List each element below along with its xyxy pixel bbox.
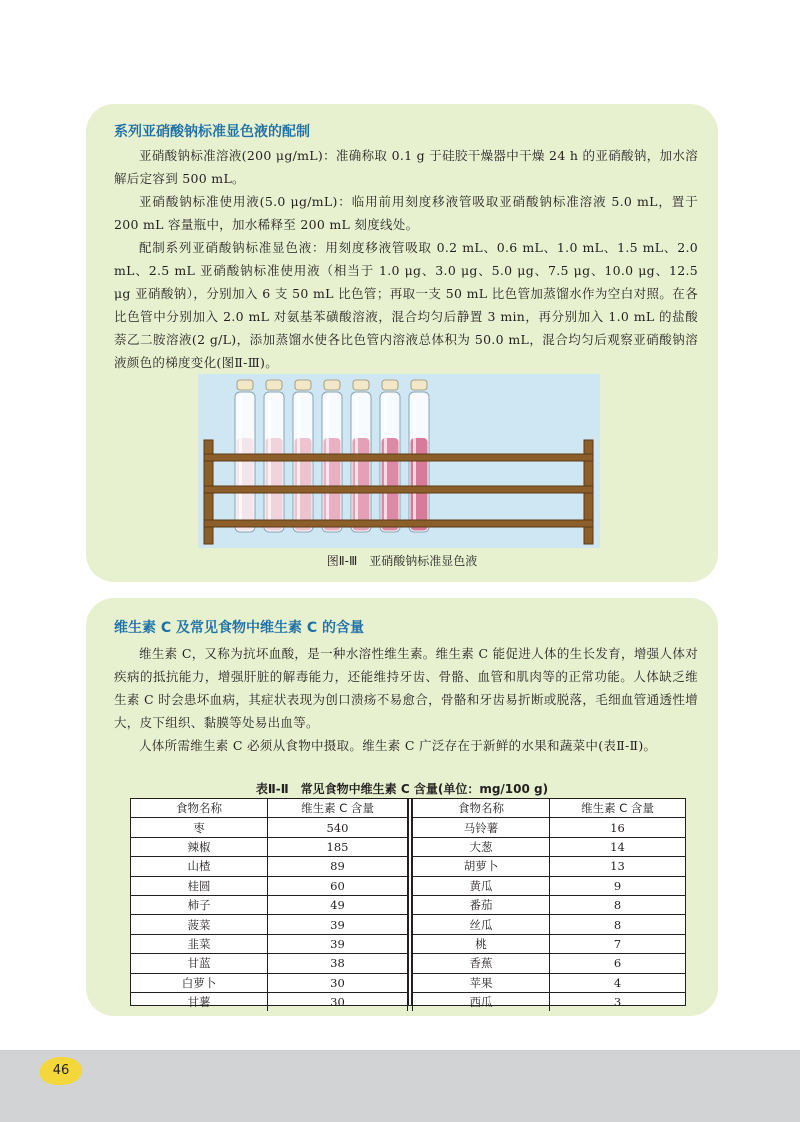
food-name-cell: 枣 [131, 818, 268, 837]
food-name-cell: 西瓜 [413, 992, 550, 1011]
vitamin-c-value-cell: 30 [268, 992, 408, 1011]
vitamin-c-value-cell: 30 [268, 973, 408, 992]
vitamin-c-value-cell: 3 [550, 992, 686, 1011]
footer-band [0, 1050, 800, 1122]
food-name-cell: 白萝卜 [131, 973, 268, 992]
vitamin-c-value-cell: 8 [550, 915, 686, 934]
vitamin-c-table [130, 798, 686, 1010]
vitamin-c-value-cell: 9 [550, 876, 686, 895]
paragraph: 维生素 C，又称为抗坏血酸，是一种水溶性维生素。维生素 C 能促进人体的生长发育，增强人体对疾病的抵抗能力，增强肝脏的解毒能力，还能维持牙齿、骨骼、血管和肌肉等的正常功能。人体缺乏维生素 C 时会患坏血病，其症状表现为创口溃疡不易愈合，骨骼和牙齿易折断或脱落，毛细血管通透性增大，皮下组织、黏膜等处易出血等。 [114, 646, 698, 730]
table-row [131, 837, 408, 856]
table-row [131, 818, 408, 837]
table-row [131, 857, 408, 876]
color-tubes-figure [198, 374, 600, 548]
vitamin-c-value-cell: 38 [268, 954, 408, 973]
food-name-cell: 大葱 [413, 837, 550, 856]
table-row [131, 992, 408, 1011]
vitamin-c-value-cell: 49 [268, 895, 408, 914]
table-left-half [131, 799, 408, 1011]
table-title: 表Ⅱ-Ⅱ 常见食物中维生素 C 含量(单位：mg/100 g) [255, 782, 549, 796]
section-title: 系列亚硝酸钠标准显色液的配制 [114, 124, 310, 140]
table-row [413, 895, 686, 914]
vitamin-c-value-cell: 89 [268, 857, 408, 876]
table-row [413, 857, 686, 876]
food-name-cell: 番茄 [413, 895, 550, 914]
food-name-cell: 苹果 [413, 973, 550, 992]
table-row [413, 876, 686, 895]
table-row [413, 915, 686, 934]
food-name-cell: 韭菜 [131, 934, 268, 953]
nitrite-standard-section [86, 104, 718, 582]
table-row [131, 934, 408, 953]
vitamin-c-value-cell: 7 [550, 934, 686, 953]
table-row [413, 992, 686, 1011]
vitamin-c-value-cell: 16 [550, 818, 686, 837]
table-header-row [413, 799, 686, 818]
column-header: 维生素 C 含量 [550, 799, 686, 818]
vitamin-c-section [86, 598, 718, 1016]
section-title: 维生素 C 及常见食物中维生素 C 的含量 [114, 620, 365, 636]
table-right-half [412, 799, 685, 1011]
vitamin-c-value-cell: 39 [268, 915, 408, 934]
food-name-cell: 辣椒 [131, 837, 268, 856]
food-name-cell: 柿子 [131, 895, 268, 914]
table-row [413, 973, 686, 992]
food-name-cell: 马铃薯 [413, 818, 550, 837]
food-name-cell: 山楂 [131, 857, 268, 876]
vitamin-c-value-cell: 6 [550, 954, 686, 973]
column-header: 食物名称 [131, 799, 268, 818]
paragraph: 配制系列亚硝酸钠标准显色液：用刻度移液管吸取 0.2 mL、0.6 mL、1.0 mL、1.5 mL、2.0 mL、2.5 mL 亚硝酸钠标准使用液（相当于 1.0 μg、3.0 μg、5.0 μg、7.5 μg、10.0 μg、12.5 μg 亚硝酸钠），分别加入 6 支 50 mL 比色管；再取一支 50 mL 比色管加蒸馏水作为空白对照。在各比色管中分别加入 2.0 mL 对氨基苯磺酸溶液，混合均匀后静置 3 min，再分别加入 1.0 mL 的盐酸萘乙二胺溶液(2 g/L)，添加蒸馏水使各比色管内溶液总体积为 50.0 mL，混合均匀后观察亚硝酸钠溶液颜色的梯度变化(图Ⅱ-Ⅲ)。 [114, 240, 698, 370]
food-name-cell: 胡萝卜 [413, 857, 550, 876]
paragraph: 人体所需维生素 C 必须从食物中摄取。维生素 C 广泛存在于新鲜的水果和蔬菜中(表Ⅱ-Ⅱ)。 [139, 738, 657, 753]
paragraph: 亚硝酸钠标准使用液(5.0 μg/mL)：临用前用刻度移液管吸取亚硝酸钠标准溶液 5.0 mL，置于 200 mL 容量瓶中，加水稀释至 200 mL 刻度线处。 [114, 194, 698, 232]
vitamin-c-value-cell: 14 [550, 837, 686, 856]
column-header: 维生素 C 含量 [268, 799, 408, 818]
food-name-cell: 甘蓝 [131, 954, 268, 973]
table-row [413, 837, 686, 856]
vitamin-c-value-cell: 13 [550, 857, 686, 876]
tube-rack-illustration [198, 374, 600, 548]
table-row [131, 915, 408, 934]
vitamin-c-value-cell: 60 [268, 876, 408, 895]
food-name-cell: 桂圆 [131, 876, 268, 895]
vitamin-c-value-cell: 185 [268, 837, 408, 856]
food-name-cell: 甘薯 [131, 992, 268, 1011]
food-name-cell: 桃 [413, 934, 550, 953]
food-name-cell: 丝瓜 [413, 915, 550, 934]
vitamin-c-value-cell: 4 [550, 973, 686, 992]
vitamin-c-value-cell: 39 [268, 934, 408, 953]
table-row [131, 973, 408, 992]
column-header: 食物名称 [413, 799, 550, 818]
food-name-cell: 香蕉 [413, 954, 550, 973]
figure-caption: 图Ⅱ-Ⅲ 亚硝酸钠标准显色液 [326, 554, 478, 568]
table-row [413, 934, 686, 953]
paragraph: 亚硝酸钠标准溶液(200 μg/mL)：准确称取 0.1 g 于硅胶干燥器中干燥 24 h 的亚硝酸钠，加水溶解后定容到 500 mL。 [114, 148, 698, 186]
vitamin-c-value-cell: 8 [550, 895, 686, 914]
table-row [413, 954, 686, 973]
table-row [131, 954, 408, 973]
table-row [413, 818, 686, 837]
food-name-cell: 菠菜 [131, 915, 268, 934]
page-number: 46 [40, 1057, 82, 1085]
table-row [131, 876, 408, 895]
food-name-cell: 黄瓜 [413, 876, 550, 895]
table-row [131, 895, 408, 914]
table-header-row [131, 799, 408, 818]
vitamin-c-value-cell: 540 [268, 818, 408, 837]
